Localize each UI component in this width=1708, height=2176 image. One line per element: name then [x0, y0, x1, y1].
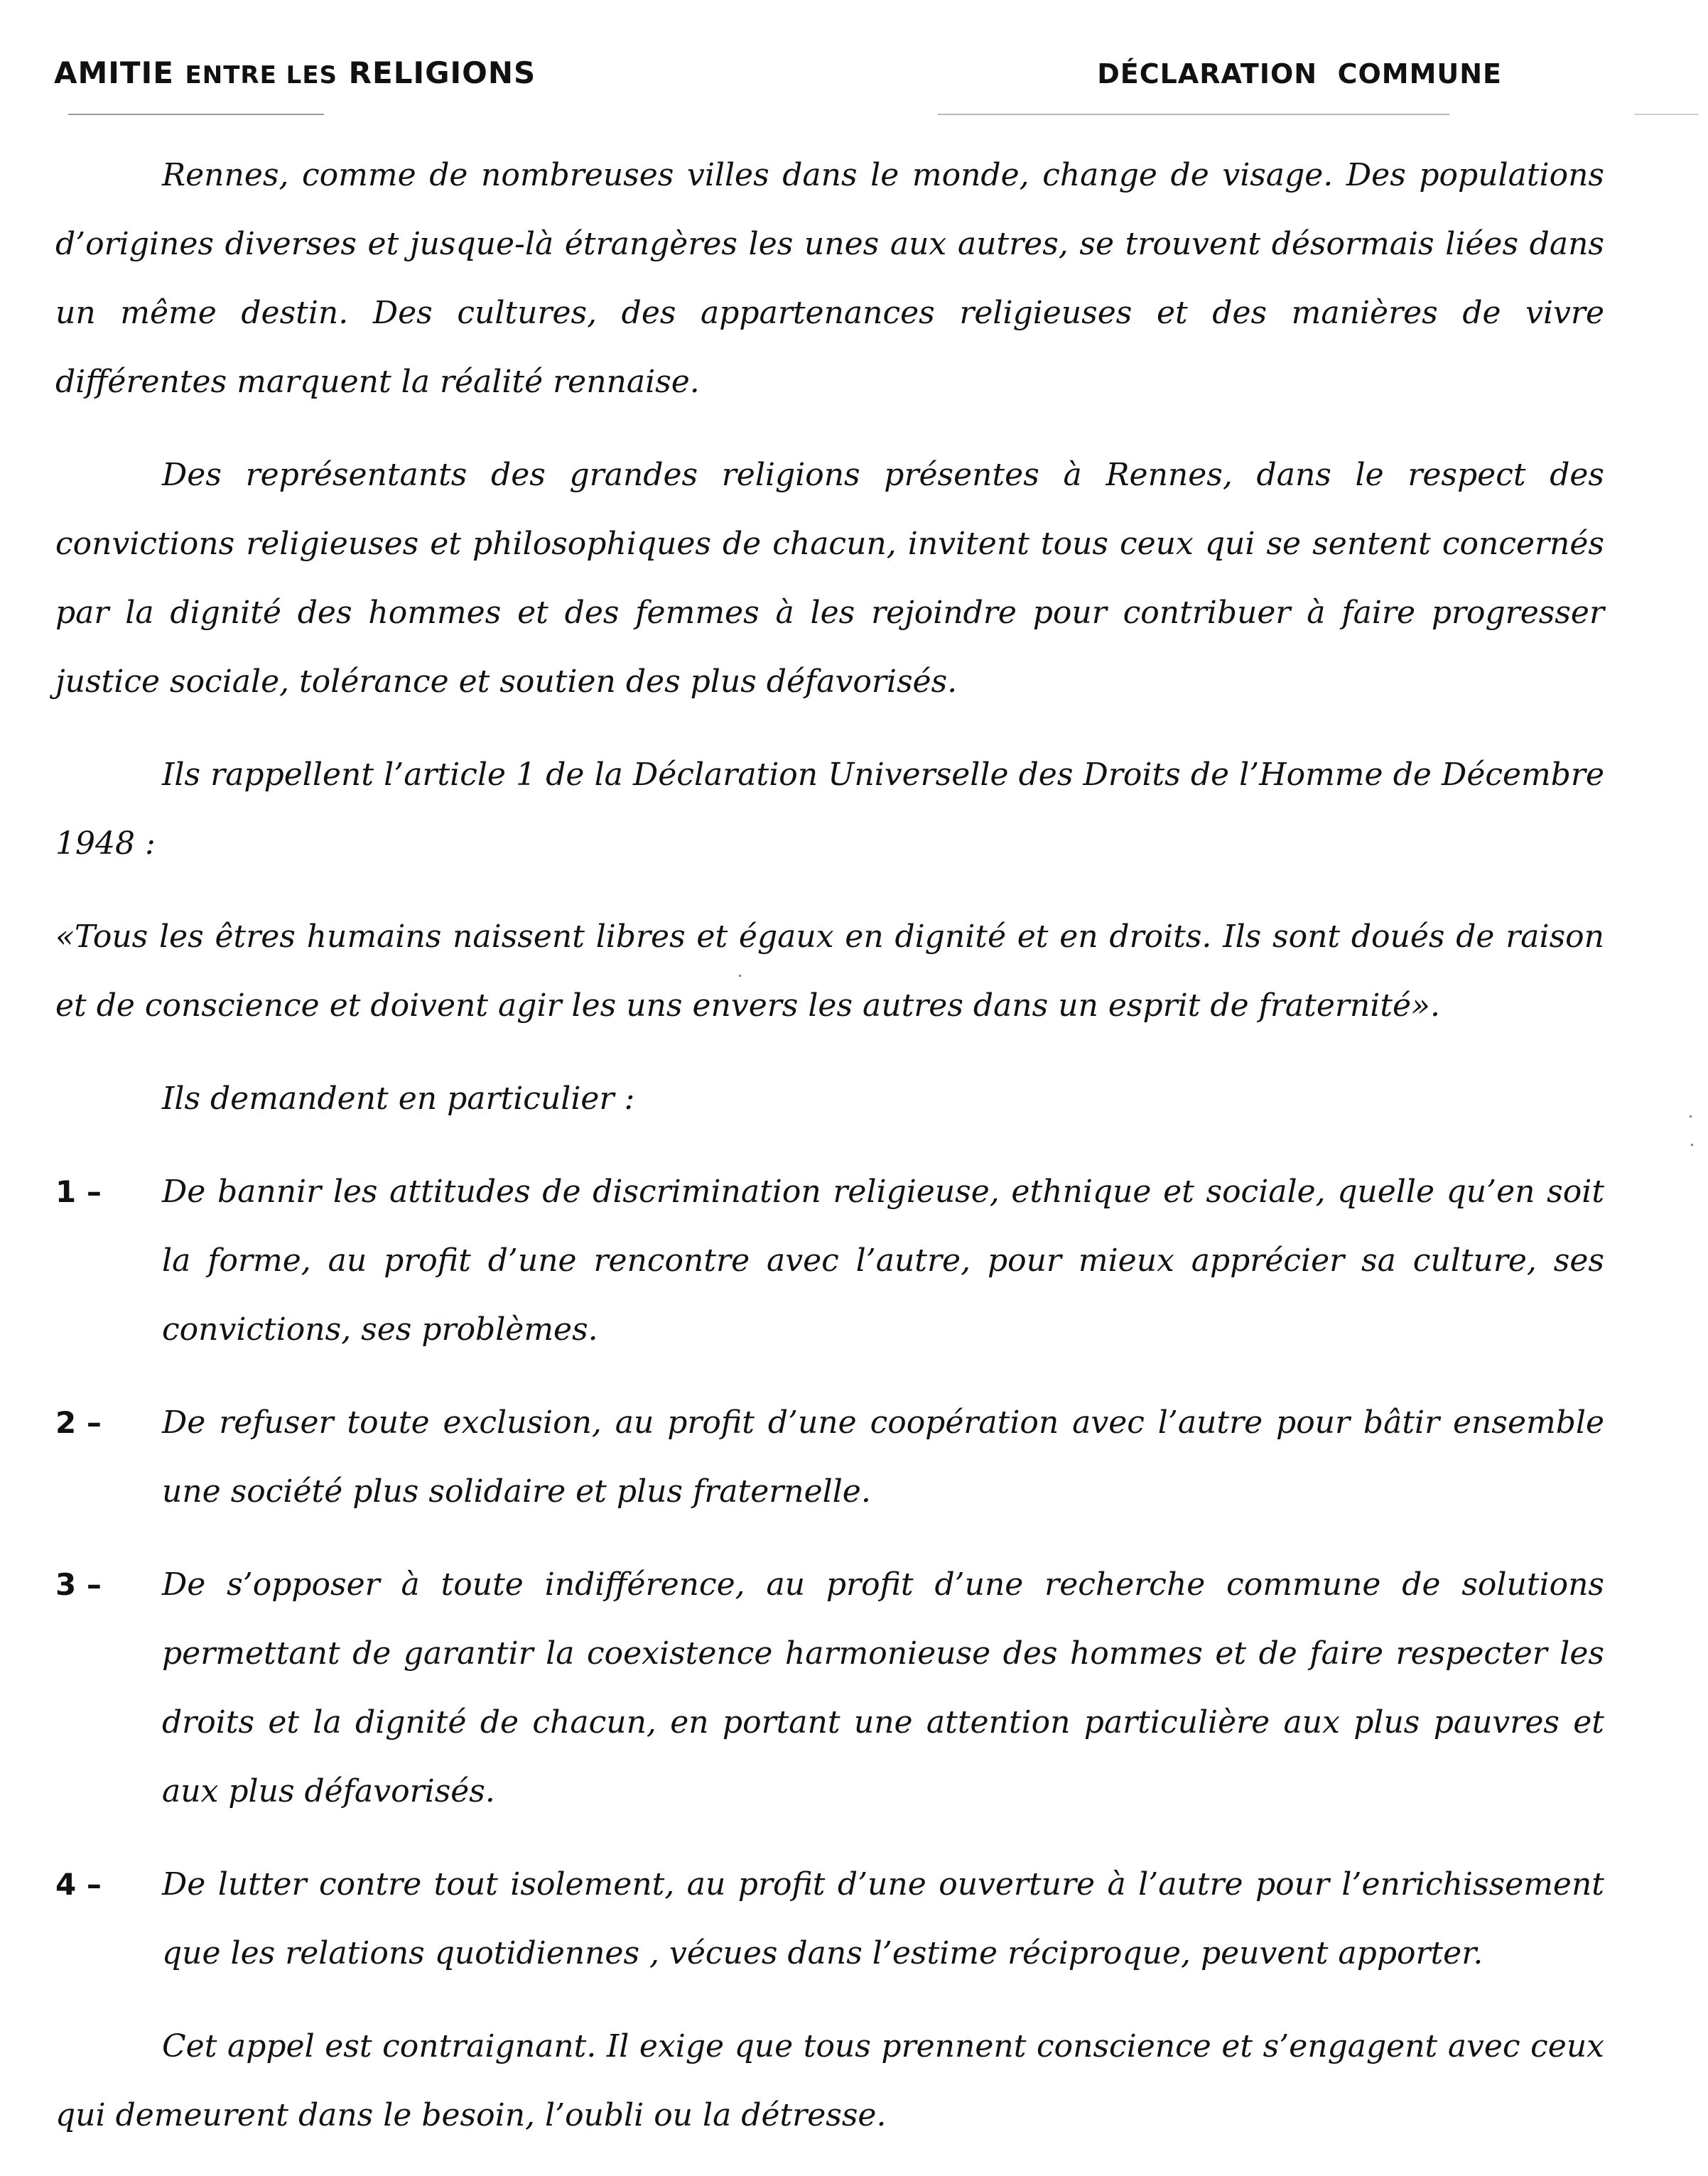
scan-speck — [1690, 1115, 1692, 1117]
paragraph-article-reference: Ils rappellent l’article 1 de la Déclaration Universelle des Droits de l’Homme de Décembre 1948 : — [55, 757, 1604, 862]
header-divider-right — [938, 114, 1449, 115]
scan-speck — [739, 975, 741, 977]
header-title-left — [54, 55, 536, 90]
paragraph-representatives: Des représentants des grandes religions présentes à Rennes, dans le respect des convictions religieuses et philosophiques de chacun, invitent tous ceux qui se sentent concernés par la dignité des hommes et des femmes à les rejoindre pour contribuer à faire progresser justice sociale, tolérance et soutien des plus défavorisés. — [55, 457, 1604, 700]
list-item-text: De refuser toute exclusion, au profit d’une coopération avec l’autre pour bâtir ensemble une société plus solidaire et plus fraternelle. — [162, 1404, 1604, 1510]
declaration-body — [55, 141, 1604, 2174]
header-right-word1: DÉCLARATION — [1097, 58, 1318, 90]
header-divider-edge — [1634, 114, 1698, 115]
header-left-small: ENTRE LES — [185, 61, 338, 90]
paragraph-article-quote: «Tous les êtres humains naissent libres et égaux en dignité et en droits. Ils sont doués de raison et de conscience et doivent agir les uns envers les autres dans un esprit de fraternité». — [55, 919, 1604, 1024]
list-item-text: De s’opposer à toute indifférence, au profit d’une recherche commune de solutions permettant de garantir la coexistence harmonieuse des hommes et de faire respecter les droits et la dignité de chacun, en portant une attention particulière aux plus pauvres et aux plus défavorisés. — [162, 1566, 1604, 1809]
header-left-word1: AMITIE — [54, 55, 174, 90]
paragraph-closing: Cet appel est contraignant. Il exige que tous prennent conscience et s’engagent avec ceux qui demeurent dans le besoin, l’oubli ou la détresse. — [55, 2028, 1604, 2133]
header-left-word2: RELIGIONS — [348, 55, 536, 90]
header-divider-left — [68, 114, 324, 115]
paragraph-demands-intro: Ils demandent en particulier : — [162, 1081, 635, 1117]
list-item-number: 4 – — [55, 1867, 102, 1902]
list-item — [55, 1550, 1604, 1826]
list-item-text: De lutter contre tout isolement, au profit d’une ouverture à l’autre pour l’enrichissement que les relations quotidiennes , vécues dans l’estime réciproque, peuvent apporter. — [162, 1866, 1604, 1971]
scan-speck — [1691, 1144, 1693, 1146]
paragraph-intro: Rennes, comme de nombreuses villes dans le monde, change de visage. Des populations d’origines diverses et jusque-là étrangères les unes aux autres, se trouvent désormais liées dans un même destin. Des cultures, des appartenances religieuses et des manières de vivre différentes marquent la réalité rennaise. — [55, 157, 1604, 400]
header-right-word2: COMMUNE — [1337, 58, 1502, 90]
list-item — [55, 1388, 1604, 1526]
list-item-number: 3 – — [55, 1567, 102, 1602]
list-item — [55, 1850, 1604, 1988]
page-header — [54, 55, 1502, 105]
list-item-text: De bannir les attitudes de discrimination religieuse, ethnique et sociale, quelle qu’en soit la forme, au profit d’une rencontre avec l’autre, pour mieux apprécier sa culture, ses convictions, ses problèmes. — [162, 1174, 1604, 1348]
list-item — [55, 1157, 1604, 1364]
header-title-right — [1097, 58, 1502, 90]
list-item-number: 1 – — [55, 1174, 102, 1209]
list-item-number: 2 – — [55, 1405, 102, 1440]
